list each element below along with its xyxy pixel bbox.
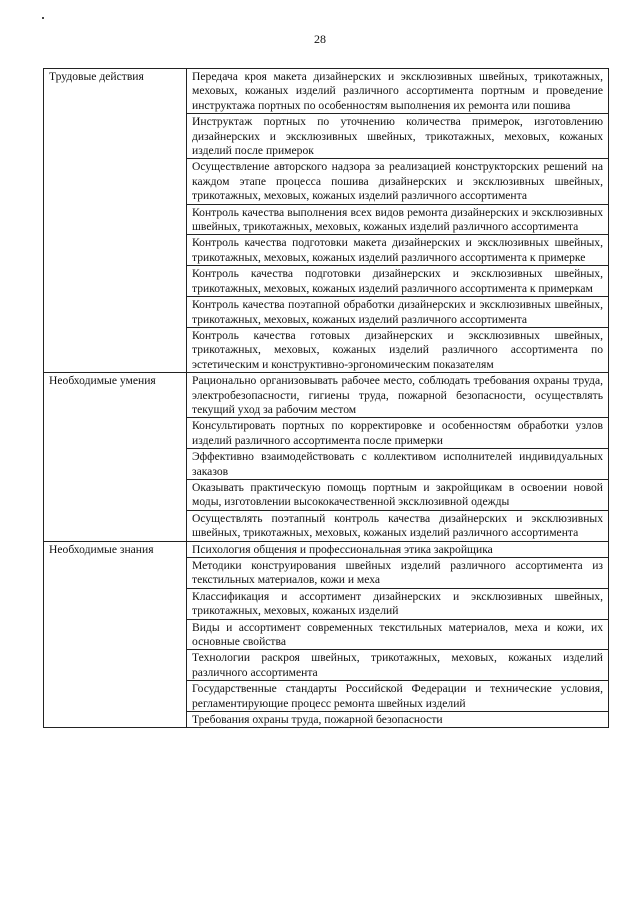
table-cell: Контроль качества выполнения всех видов ремонта дизайнерских и эксклюзивных швейных, трикотажных, меховых, кожаных изделий различного ассортимента: [187, 204, 609, 235]
table-cell: Осуществление авторского надзора за реализацией конструкторских решений на каждом этапе процесса пошива дизайнерских и эксклюзивных швейных, трикотажных, меховых, кожаных изделий различного ассортимента: [187, 159, 609, 204]
section-label-labor-actions: Трудовые действия: [44, 69, 187, 373]
table-row: [44, 541, 609, 557]
table-cell: Контроль качества подготовки дизайнерских и эксклюзивных швейных, трикотажных, меховых, кожаных изделий различного ассортимента к примеркам: [187, 266, 609, 297]
section-label-required-knowledge: Необходимые знания: [44, 541, 187, 728]
table-cell: Классификация и ассортимент дизайнерских и эксклюзивных швейных, трикотажных, меховых, кожаных изделий: [187, 588, 609, 619]
table-cell: Требования охраны труда, пожарной безопасности: [187, 712, 609, 728]
table-cell: Оказывать практическую помощь портным и закройщикам в освоении новой моды, изготовлении высококачественной эксклюзивной одежды: [187, 479, 609, 510]
section-label-required-skills: Необходимые умения: [44, 373, 187, 541]
scan-dot: [42, 17, 44, 19]
table-cell: Виды и ассортимент современных текстильных материалов, меха и кожи, их основные свойства: [187, 619, 609, 650]
table-cell: Контроль качества готовых дизайнерских и эксклюзивных швейных, трикотажных, меховых, кожаных изделий различного ассортимента по эстетическим и конструктивно-эргономическим показателям: [187, 327, 609, 372]
table-cell: Инструктаж портных по уточнению количества примерок, изготовлению дизайнерских и эксклюзивных швейных, трикотажных, меховых, кожаных изделий после примерок: [187, 114, 609, 159]
table-row: [44, 69, 609, 114]
table-row: [44, 373, 609, 418]
table-cell: Контроль качества поэтапной обработки дизайнерских и эксклюзивных швейных, трикотажных, меховых, кожаных изделий различного ассортимента: [187, 297, 609, 328]
table-cell: Передача кроя макета дизайнерских и эксклюзивных швейных, трикотажных, меховых, кожаных изделий различного ассортимента портным и проведение инструктажа портных по особенностям выполнения их ремонта или пошива: [187, 69, 609, 114]
table-cell: Технологии раскроя швейных, трикотажных, меховых, кожаных изделий различного ассортимента: [187, 650, 609, 681]
table-cell: Эффективно взаимодействовать с коллективом исполнителей индивидуальных заказов: [187, 449, 609, 480]
table-cell: Осуществлять поэтапный контроль качества дизайнерских и эксклюзивных швейных, трикотажных, меховых, кожаных изделий различного ассортимента: [187, 510, 609, 541]
competency-table: [43, 68, 609, 728]
table-cell: Государственные стандарты Российской Федерации и технические условия, регламентирующие процесс ремонта швейных изделий: [187, 681, 609, 712]
table-cell: Контроль качества подготовки макета дизайнерских и эксклюзивных швейных, трикотажных, меховых, кожаных изделий различного ассортимента к примерке: [187, 235, 609, 266]
table-cell: Психология общения и профессиональная этика закройщика: [187, 541, 609, 557]
table-cell: Консультировать портных по корректировке и особенностям обработки узлов изделий различного ассортимента после примерки: [187, 418, 609, 449]
table-cell: Рационально организовывать рабочее место, соблюдать требования охраны труда, электробезопасности, гигиены труда, пожарной безопасности, осуществлять текущий уход за рабочим местом: [187, 373, 609, 418]
table-cell: Методики конструирования швейных изделий различного ассортимента из текстильных материалов, кожи и меха: [187, 558, 609, 589]
page-number: 28: [314, 32, 326, 46]
